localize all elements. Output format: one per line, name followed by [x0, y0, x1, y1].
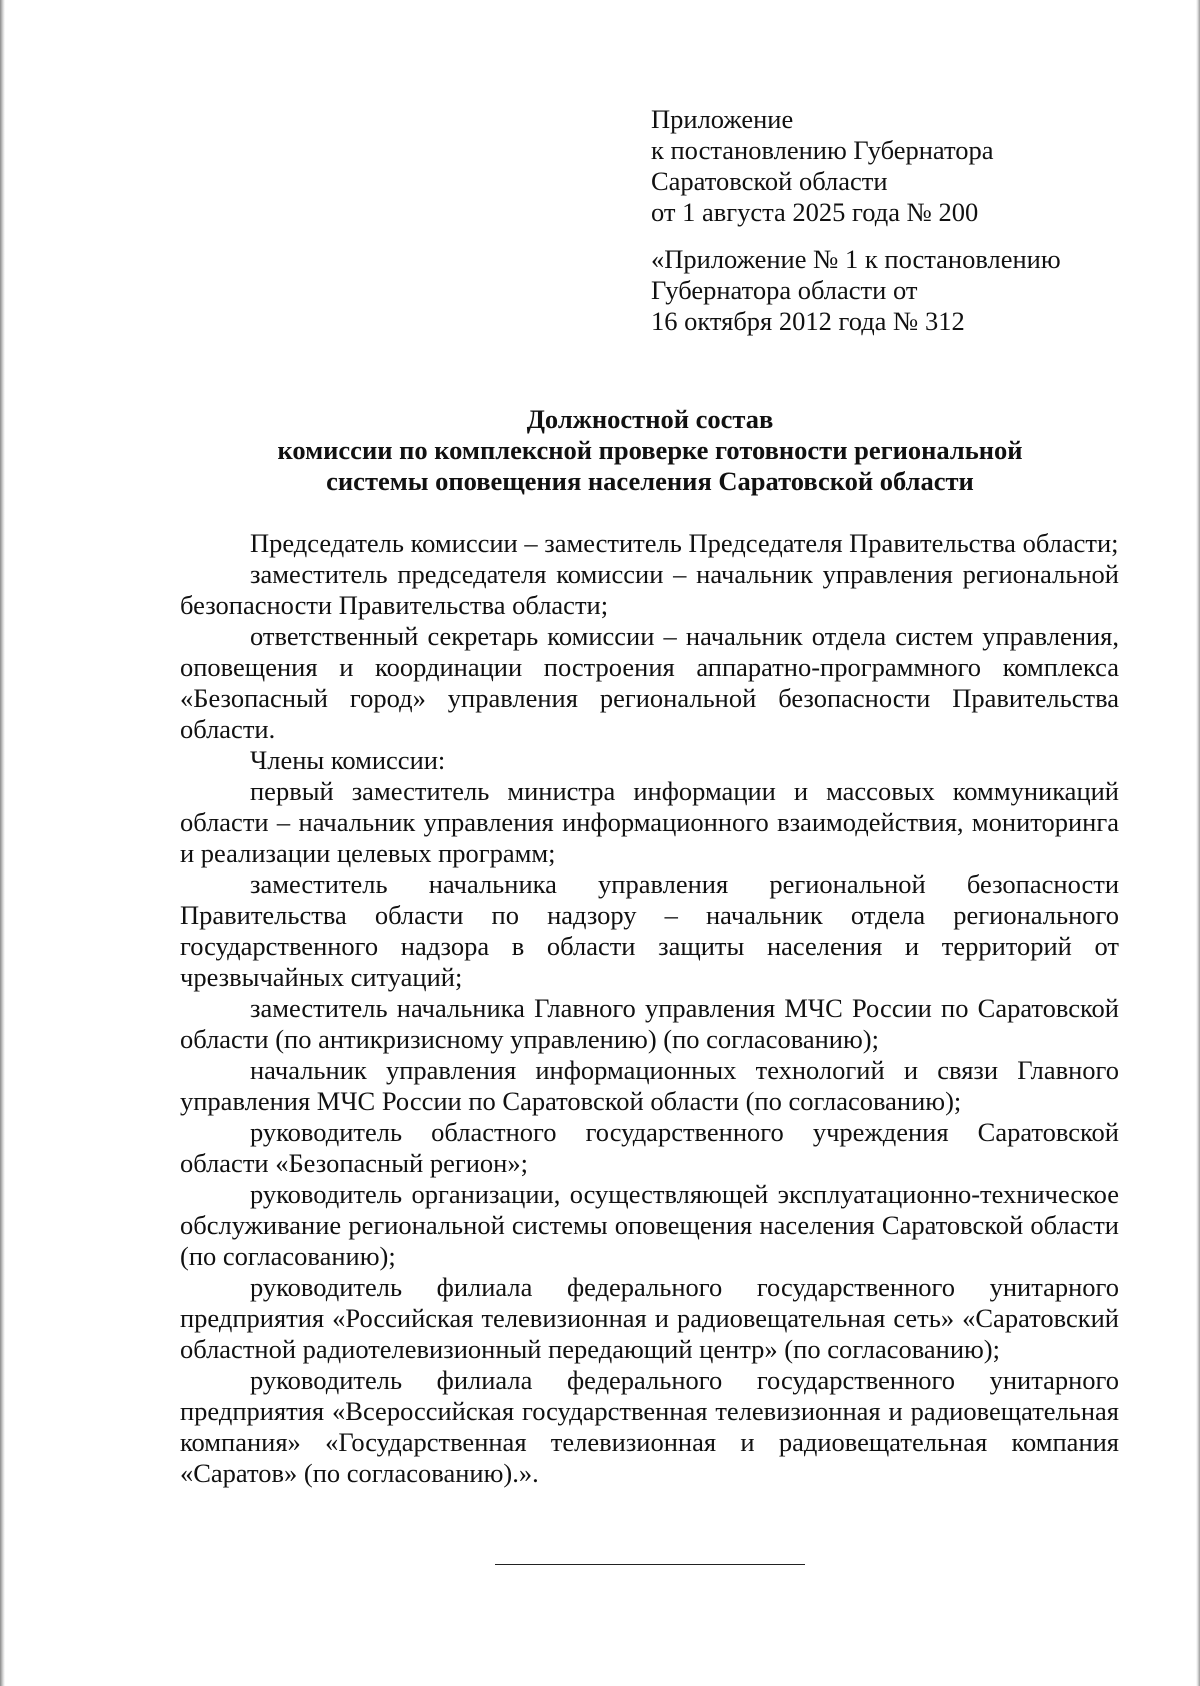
- member-paragraph: заместитель начальника Главного управления МЧС России по Саратовской области (по антикризисному управлению) (по согласованию);: [180, 993, 1119, 1054]
- members-heading: Члены комиссии:: [250, 745, 446, 775]
- document-title: [180, 404, 1120, 497]
- appendix-line: Приложение: [651, 104, 794, 134]
- amended-appendix-line: 16 октября 2012 года № 312: [651, 306, 965, 336]
- end-separator-line: [495, 1564, 805, 1565]
- title-line: Должностной состав: [526, 404, 774, 434]
- appendix-line: к постановлению Губернатора: [651, 135, 994, 165]
- chairman-paragraph: Председатель комиссии – заместитель Председателя Правительства области;: [250, 528, 1119, 558]
- title-line: системы оповещения населения Саратовской области: [326, 466, 974, 496]
- amended-appendix-line: Губернатора области от: [651, 275, 918, 305]
- amended-appendix-line: «Приложение № 1 к постановлению: [651, 244, 1061, 274]
- member-paragraph: руководитель организации, осуществляющей эксплуатационно-техническое обслуживание региональной системы оповещения населения Саратовской области (по согласованию);: [180, 1179, 1119, 1271]
- appendix-line: от 1 августа 2025 года № 200: [651, 197, 979, 227]
- scan-edge-left: [0, 0, 5, 1686]
- executive-secretary-paragraph: ответственный секретарь комиссии – начальник отдела систем управления, оповещения и координации построения аппаратно-программного комплекса «Безопасный город» управления региональной безопасности Правительства области.: [180, 621, 1119, 744]
- member-paragraph: заместитель начальника управления региональной безопасности Правительства области по надзору – начальник отдела регионального государственного надзора в области защиты населения и территорий от чрезвычайных ситуаций;: [180, 869, 1119, 992]
- member-paragraph: первый заместитель министра информации и массовых коммуникаций области – начальник управления информационного взаимодействия, мониторинга и реализации целевых программ;: [180, 776, 1119, 868]
- commission-composition: [180, 528, 1119, 1489]
- member-paragraph: руководитель областного государственного учреждения Саратовской области «Безопасный регион»;: [180, 1117, 1119, 1178]
- member-paragraph: руководитель филиала федерального государственного унитарного предприятия «Всероссийская государственная телевизионная и радиовещательная компания» «Государственная телевизионная и радиовещательная компания «Саратов» (по согласованию).».: [180, 1365, 1119, 1488]
- member-paragraph: руководитель филиала федерального государственного унитарного предприятия «Российская телевизионная и радиовещательная сеть» «Саратовский областной радиотелевизионный передающий центр» (по согласованию);: [180, 1272, 1119, 1364]
- title-line: комиссии по комплексной проверке готовности региональной: [277, 435, 1023, 465]
- appendix-gap: [651, 228, 1171, 244]
- deputy-chairman-paragraph: заместитель председателя комиссии – начальник управления региональной безопасности Правительства области;: [180, 559, 1119, 620]
- appendix-line: Саратовской области: [651, 166, 888, 196]
- member-paragraph: начальник управления информационных технологий и связи Главного управления МЧС России по Саратовской области (по согласованию);: [180, 1055, 1119, 1116]
- appendix-header: [651, 104, 1171, 337]
- scan-edge-right: [1196, 0, 1200, 1686]
